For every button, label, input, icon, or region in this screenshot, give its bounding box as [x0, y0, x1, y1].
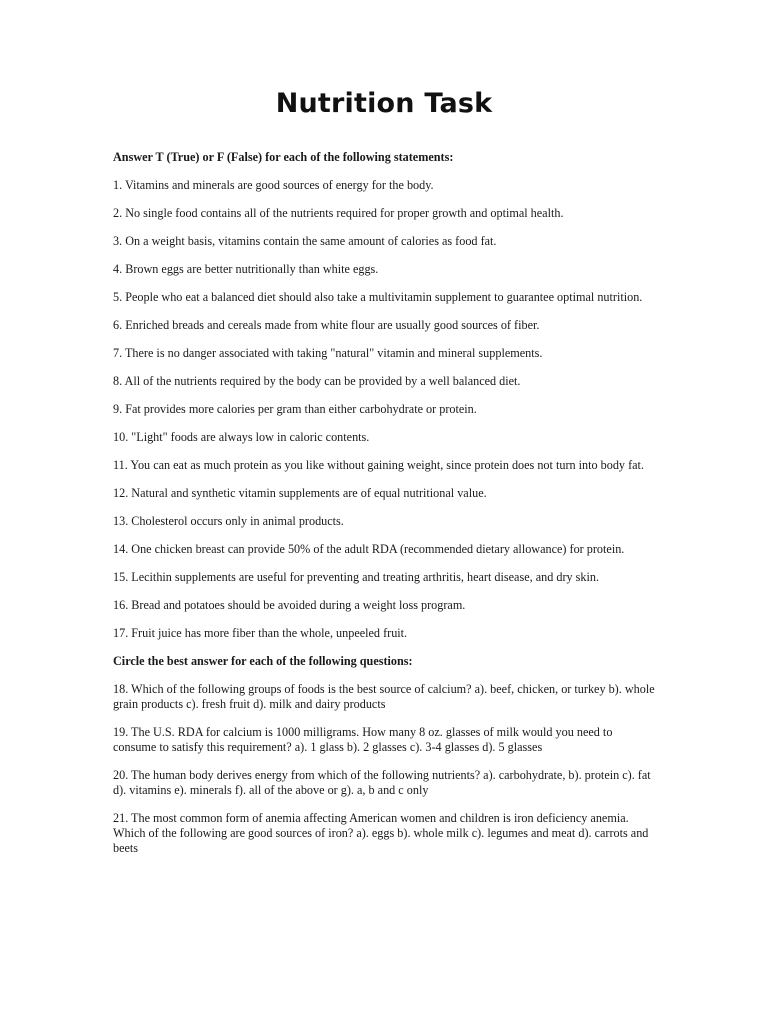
question-4: 4. Brown eggs are better nutritionally than white eggs. [113, 262, 379, 276]
question-16: 16. Bread and potatoes should be avoided during a weight loss program. [113, 598, 466, 612]
page-title: Nutrition Task [275, 88, 493, 119]
question-18: 18. Which of the following groups of foods is the best source of calcium? a). beef, chicken, or turkey b). whole grain products c). fresh fruit d). milk and dairy products [113, 682, 655, 711]
question-10: 10. "Light" foods are always low in caloric contents. [113, 430, 370, 444]
question-1: 1. Vitamins and minerals are good sources of energy for the body. [113, 178, 434, 192]
question-8: 8. All of the nutrients required by the body can be provided by a well balanced diet. [113, 374, 521, 388]
question-5: 5. People who eat a balanced diet should also take a multivitamin supplement to guarantee optimal nutrition. [113, 290, 643, 304]
question-3: 3. On a weight basis, vitamins contain the same amount of calories as food fat. [113, 234, 497, 248]
question-15: 15. Lecithin supplements are useful for preventing and treating arthritis, heart disease, and dry skin. [113, 570, 600, 584]
question-19: 19. The U.S. RDA for calcium is 1000 milligrams. How many 8 oz. glasses of milk would you need to consume to satisfy this requirement? a). 1 glass b). 2 glasses c). 3-4 glasses d). 5 glasses [113, 725, 613, 754]
question-14: 14. One chicken breast can provide 50% of the adult RDA (recommended dietary allowance) for protein. [113, 542, 625, 556]
question-17: 17. Fruit juice has more fiber than the whole, unpeeled fruit. [113, 626, 408, 640]
question-13: 13. Cholesterol occurs only in animal products. [113, 514, 344, 528]
question-2: 2. No single food contains all of the nutrients required for proper growth and optimal health. [113, 206, 564, 220]
question-9: 9. Fat provides more calories per gram than either carbohydrate or protein. [113, 402, 477, 416]
section2-heading: Circle the best answer for each of the following questions: [113, 654, 413, 668]
question-6: 6. Enriched breads and cereals made from white flour are usually good sources of fiber. [113, 318, 540, 332]
question-12: 12. Natural and synthetic vitamin supplements are of equal nutritional value. [113, 486, 487, 500]
document-body [113, 150, 658, 869]
question-20: 20. The human body derives energy from which of the following nutrients? a). carbohydrate, b). protein c). fat d). vitamins e). minerals f). all of the above or g). a, b and c only [113, 768, 651, 797]
question-7: 7. There is no danger associated with taking "natural" vitamin and mineral supplements. [113, 346, 543, 360]
question-11: 11. You can eat as much protein as you like without gaining weight, since protein does not turn into body fat. [113, 458, 644, 472]
section1-heading: Answer T (True) or F (False) for each of the following statements: [113, 150, 454, 164]
question-21: 21. The most common form of anemia affecting American women and children is iron deficiency anemia. Which of the following are good sources of iron? a). eggs b). whole milk c). legumes and meat d). carrots and beets [113, 811, 649, 855]
